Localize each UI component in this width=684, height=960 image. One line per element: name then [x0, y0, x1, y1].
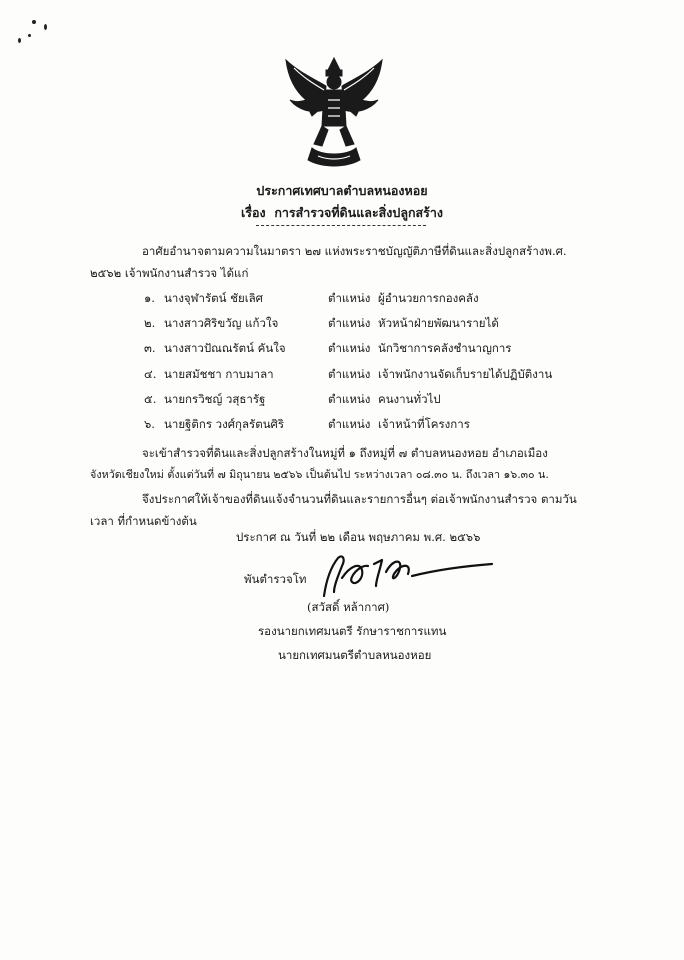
official-row: [144, 366, 584, 386]
subject-label: เรื่อง: [240, 205, 266, 220]
intro-line: ๒๕๖๒ เจ้าพนักงานสำรวจ ได้แก่: [90, 266, 249, 280]
official-row: [144, 290, 584, 310]
position-label: ตำแหน่ง: [328, 367, 371, 381]
official-row: [144, 340, 584, 360]
official-position: หัวหน้าฝ่ายพัฒนารายได้: [378, 316, 499, 330]
position-label: ตำแหน่ง: [328, 392, 371, 406]
signer-role: รองนายกเทศมนตรี รักษาราชการแทน: [258, 624, 447, 638]
scan-speck: [44, 24, 47, 30]
announcement-date: ประกาศ ณ วันที่ ๒๒ เดือน พฤษภาคม พ.ศ. ๒๕๖๖: [236, 530, 481, 544]
survey-paragraph: [90, 442, 610, 486]
official-name: นายสมัชชา กาบมาลา: [164, 367, 274, 381]
position-label: ตำแหน่ง: [328, 291, 371, 305]
position-label: ตำแหน่ง: [328, 316, 371, 330]
notice-line: จึงประกาศให้เจ้าของที่ดินแจ้งจำนวนที่ดินและรายการอื่นๆ ต่อเจ้าพนักงานสำรวจ ตามวัน: [142, 492, 577, 506]
announcement-title: ประกาศเทศบาลตำบลหนองหอย: [256, 183, 428, 198]
position-label: ตำแหน่ง: [328, 341, 371, 355]
official-number: ๓.: [144, 341, 156, 355]
subject-text: การสำรวจที่ดินและสิ่งปลูกสร้าง: [274, 205, 444, 220]
official-name: นายฐิติกร วงศ์กุลรัตนศิริ: [164, 417, 285, 431]
official-number: ๔.: [144, 367, 157, 381]
scan-speck: [32, 20, 36, 24]
divider: [256, 225, 426, 226]
intro-line: อาศัยอำนาจตามความในมาตรา ๒๗ แห่งพระราชบัญญัติภาษีที่ดินและสิ่งปลูกสร้างพ.ศ.: [142, 244, 567, 258]
official-name: นายกรวิชญ์ วสุธารัฐ: [164, 392, 266, 406]
notice-line: เวลา ที่กำหนดข้างต้น: [90, 514, 197, 528]
announcement-subject: [0, 203, 684, 223]
official-position: นักวิชาการคลังชำนาญการ: [378, 341, 512, 355]
signer-rank: พันตำรวจโท: [244, 572, 307, 586]
official-number: ๒.: [144, 316, 156, 330]
survey-line: จังหวัดเชียงใหม่ ตั้งแต่วันที่ ๗ มิถุนายน ๒๕๖๖ เป็นต้นไป ระหว่างเวลา ๐๘.๓๐ น. ถึงเวลา ๑๖.๓๐ น.: [90, 468, 549, 481]
official-row: [144, 416, 584, 436]
scan-speck: [28, 34, 31, 37]
garuda-emblem-icon: [282, 56, 386, 168]
handwritten-signature: [316, 552, 496, 600]
official-name: นางสาวปัณณรัตน์ คันใจ: [164, 341, 286, 355]
official-row: [144, 315, 584, 335]
signer-name: (สวัสดิ์ หล้ากาศ): [307, 600, 390, 614]
official-position: เจ้าหน้าที่โครงการ: [378, 417, 470, 431]
official-number: ๖.: [144, 417, 155, 431]
scan-speck: [18, 38, 21, 43]
official-position: ผู้อำนวยการกองคลัง: [378, 291, 479, 305]
official-position: เจ้าพนักงานจัดเก็บรายได้ปฏิบัติงาน: [378, 367, 553, 381]
official-number: ๕.: [144, 392, 157, 406]
official-row: [144, 391, 584, 411]
official-number: ๑.: [144, 291, 155, 305]
survey-line: จะเข้าสำรวจที่ดินและสิ่งปลูกสร้างในหมู่ที่ ๑ ถึงหมู่ที่ ๗ ตำบลหนองหอย อำเภอเมือง: [142, 446, 548, 460]
official-position: คนงานทั่วไป: [378, 392, 441, 406]
intro-paragraph: [90, 240, 610, 284]
position-label: ตำแหน่ง: [328, 417, 371, 431]
official-name: นางสาวศิริขวัญ แก้วใจ: [164, 316, 279, 330]
official-name: นางจุฬารัตน์ ชัยเลิศ: [164, 291, 263, 305]
notice-paragraph: [90, 488, 610, 532]
signer-role: นายกเทศมนตรีตำบลหนองหอย: [278, 648, 432, 662]
